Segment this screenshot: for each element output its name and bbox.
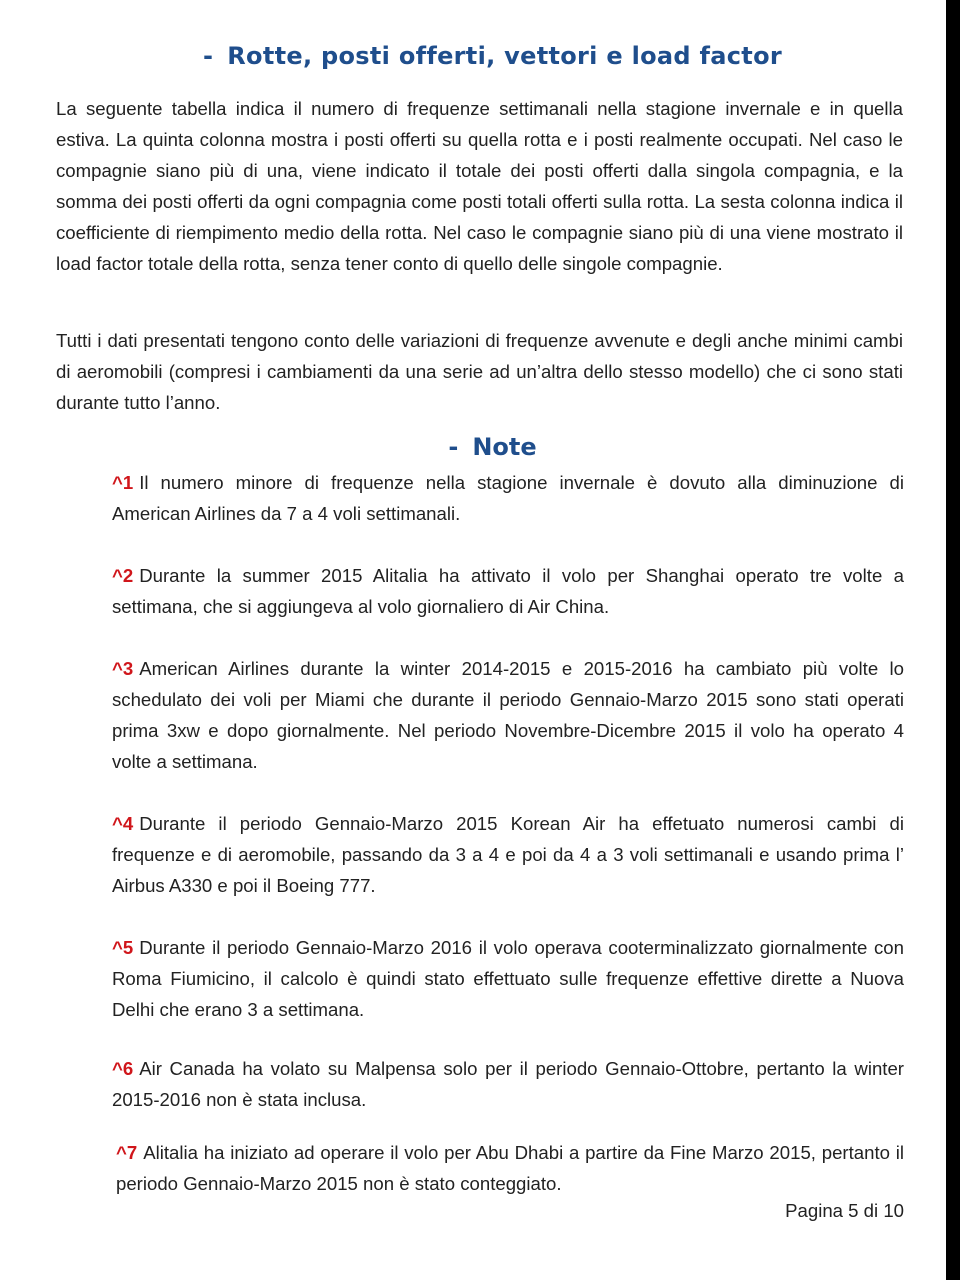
note-text: American Airlines durante la winter 2014-2015 e 2015-2016 ha cambiato più volte lo schedulato dei voli per Miami che durante il periodo Gennaio-Marzo 2015 sono stati operati prima 3xw e dopo giornalmente. Nel periodo Novembre-Dicembre 2015 il volo ha operato 4 volte a settimana. bbox=[112, 658, 904, 772]
note-item bbox=[112, 1053, 904, 1115]
note-text: Durante il periodo Gennaio-Marzo 2015 Korean Air ha effetuato numerosi cambi di frequenze e di aeromobile, passando da 3 a 4 e poi da 4 a 3 voli settimanali e usando prima l’ Airbus A330 e poi il Boeing 777. bbox=[112, 813, 904, 896]
note-marker: ^1 bbox=[112, 472, 134, 493]
note-item bbox=[112, 808, 904, 901]
note-text: Air Canada ha volato su Malpensa solo per il periodo Gennaio-Ottobre, pertanto la winter 2015-2016 non è stata inclusa. bbox=[112, 1058, 904, 1110]
note-marker: ^2 bbox=[112, 565, 134, 586]
note-item bbox=[112, 932, 904, 1025]
notes-heading bbox=[0, 433, 960, 461]
note-marker: ^3 bbox=[112, 658, 134, 679]
note-item bbox=[112, 653, 904, 777]
data-notice-paragraph: Tutti i dati presentati tengono conto delle variazioni di frequenze avvenute e degli anche minimi cambi di aeromobili (compresi i cambiamenti da una serie ad un’altra dello stesso modello) che ci sono stati durante tutto l’anno. bbox=[56, 330, 903, 413]
note-text: Durante il periodo Gennaio-Marzo 2016 il volo operava cooterminalizzato giornalmente con Roma Fiumicino, il calcolo è quindi stato effettuato sulle frequenze effettive dirette a Nuova Delhi che erano 3 a settimana. bbox=[112, 937, 904, 1020]
note-item bbox=[112, 560, 904, 622]
heading-dash: - bbox=[202, 42, 214, 70]
heading-title: Rotte, posti offerti, vettori e load factor bbox=[227, 42, 782, 70]
page-number: Pagina 5 di 10 bbox=[785, 1200, 904, 1221]
note-text: Il numero minore di frequenze nella stagione invernale è dovuto alla diminuzione di American Airlines da 7 a 4 voli settimanali. bbox=[112, 472, 904, 524]
note-item bbox=[112, 467, 904, 529]
note-text: Alitalia ha iniziato ad operare il volo per Abu Dhabi a partire da Fine Marzo 2015, pertanto il periodo Gennaio-Marzo 2015 non è stato conteggiato. bbox=[116, 1142, 904, 1194]
notes-heading-title: Note bbox=[472, 433, 537, 461]
note-marker: ^5 bbox=[112, 937, 134, 958]
note-marker: ^6 bbox=[112, 1058, 134, 1079]
note-item bbox=[116, 1137, 904, 1199]
note-marker: ^7 bbox=[116, 1142, 138, 1163]
intro-paragraph: La seguente tabella indica il numero di frequenze settimanali nella stagione invernale e in quella estiva. La quinta colonna mostra i posti offerti su quella rotta e i posti realmente occupati. Nel caso le compagnie siano più di una, viene indicato il totale dei posti offerti dalla singola compagnia, e la somma dei posti offerti da ogni compagnia come posti totali offerti sulla rotta. La sesta colonna indica il coefficiente di riempimento medio della rotta. Nel caso le compagnie siano più di una viene mostrato il load factor totale della rotta, senza tener conto di quello delle singole compagnie. bbox=[56, 98, 903, 274]
notes-heading-dash: - bbox=[448, 433, 459, 461]
note-text: Durante la summer 2015 Alitalia ha attivato il volo per Shanghai operato tre volte a settimana, che si aggiungeva al volo giornaliero di Air China. bbox=[112, 565, 904, 617]
note-marker: ^4 bbox=[112, 813, 134, 834]
section-heading bbox=[0, 42, 960, 70]
